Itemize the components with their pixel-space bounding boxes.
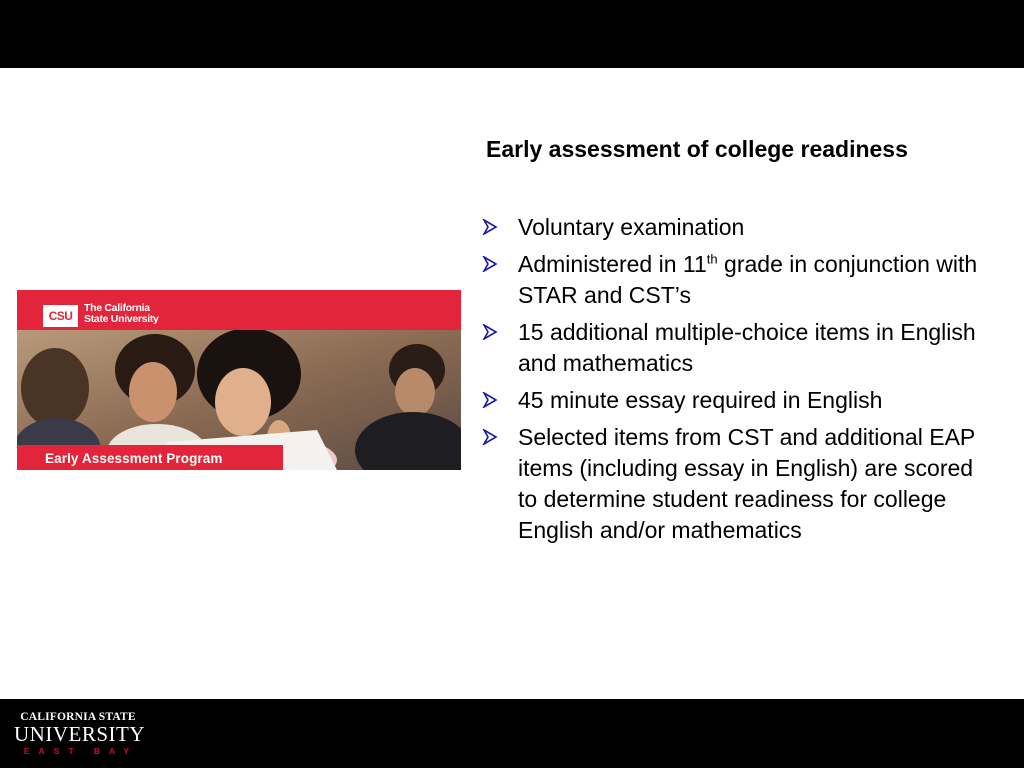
slide-title: Early assessment of college readiness [486, 136, 908, 162]
logo-line2: UNIVERSITY [14, 722, 145, 746]
arrow-bullet-icon [482, 219, 498, 235]
arrow-bullet-icon [482, 256, 498, 272]
arrow-bullet-icon [482, 324, 498, 340]
logo-line1: CALIFORNIA STATE [20, 711, 136, 723]
bullet-item [482, 317, 992, 379]
bullet-text-sup: th [706, 251, 718, 267]
bullet-text-pre: Administered in 11 [518, 251, 707, 277]
program-name: Early Assessment Program [45, 451, 223, 466]
top-bar [0, 0, 1024, 68]
bullet-item [482, 385, 992, 416]
logo-line3: EAST BAY [23, 746, 139, 756]
csu-logo-line1: The California [84, 302, 150, 314]
bottom-bar [0, 699, 1024, 768]
bullet-item [482, 422, 992, 546]
bullet-text: Voluntary examination [518, 214, 745, 240]
arrow-bullet-icon [482, 429, 498, 445]
bullet-text-post: grade in conjunction with STAR and CST’s [518, 251, 978, 308]
eap-banner-image [17, 290, 461, 470]
bullet-item [482, 212, 992, 243]
csu-logo-box: CSU [43, 305, 78, 327]
csu-logo-name [84, 303, 159, 325]
bullet-list [482, 212, 992, 552]
arrow-bullet-icon [482, 392, 498, 408]
bullet-item [482, 249, 992, 311]
bullet-text: 15 additional multiple-choice items in English and mathematics [518, 319, 976, 376]
bullet-text: 45 minute essay required in English [518, 387, 883, 413]
bullet-text: Selected items from CST and additional EAP items (including essay in English) are scored to determine student readiness for college English and/or mathematics [518, 424, 975, 543]
csueb-logo [14, 711, 145, 763]
csu-logo-line2: State University [84, 313, 159, 325]
